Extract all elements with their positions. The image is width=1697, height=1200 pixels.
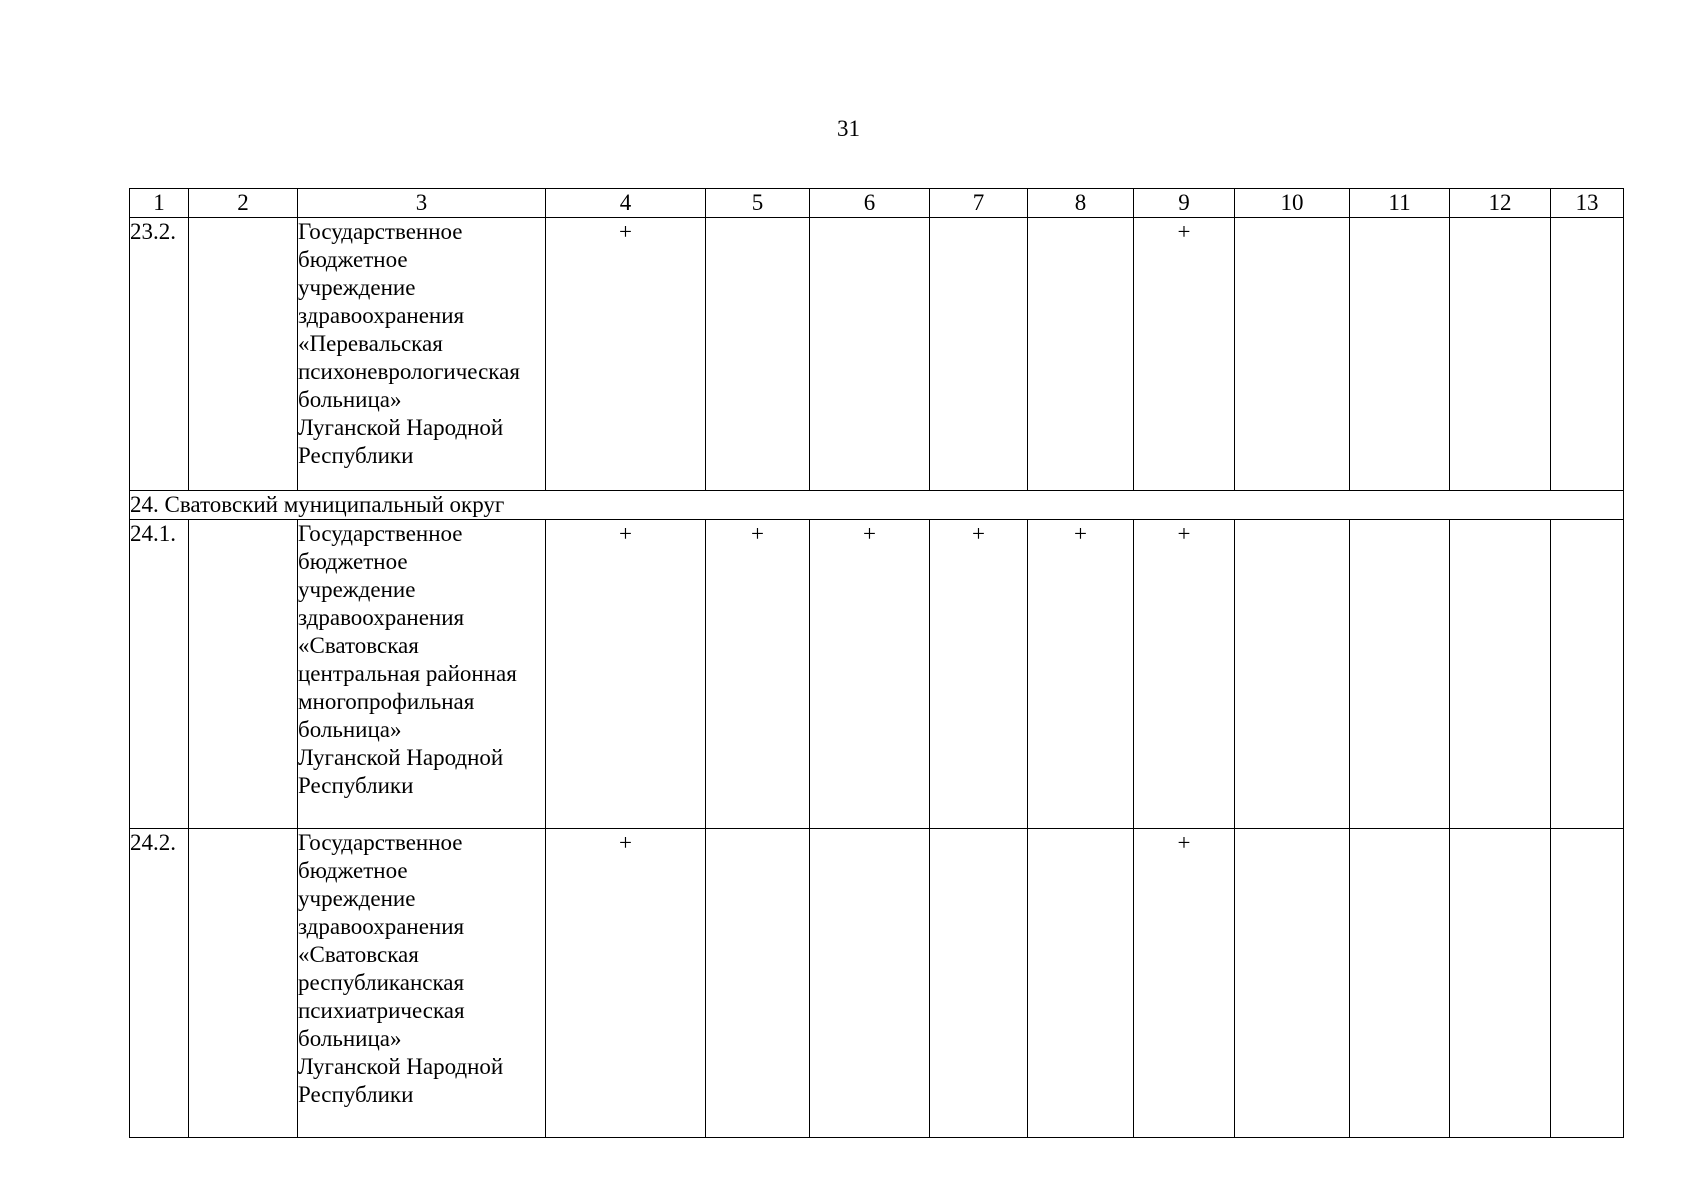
row-number: 23.2. — [130, 218, 189, 491]
row-number: 24.2. — [130, 829, 189, 1138]
mark-cell — [1551, 520, 1624, 829]
mark-cell — [1551, 829, 1624, 1138]
section-title: 24. Сватовский муниципальный округ — [130, 491, 1624, 520]
section-row — [130, 491, 1624, 520]
mark-cell: + — [706, 520, 810, 829]
mark-cell — [1235, 520, 1350, 829]
mark-cell — [706, 218, 810, 491]
column-number: 9 — [1134, 189, 1235, 218]
column-number: 5 — [706, 189, 810, 218]
mark-cell — [1450, 520, 1551, 829]
mark-cell — [1235, 218, 1350, 491]
column-number: 10 — [1235, 189, 1350, 218]
table-row — [130, 218, 1624, 491]
cell — [189, 520, 298, 829]
table-row — [130, 520, 1624, 829]
column-number: 13 — [1551, 189, 1624, 218]
mark-cell — [1028, 829, 1134, 1138]
row-number: 24.1. — [130, 520, 189, 829]
mark-cell — [1235, 829, 1350, 1138]
mark-cell — [1450, 829, 1551, 1138]
column-number: 7 — [930, 189, 1028, 218]
column-number-row — [130, 189, 1624, 218]
mark-cell: + — [546, 829, 706, 1138]
mark-cell: + — [1134, 218, 1235, 491]
institution-name: Государственное бюджетное учреждение здравоохранения «Сватовская центральная районная многопрофильная больница» Луганской Народной Республики — [298, 520, 546, 829]
column-number: 2 — [189, 189, 298, 218]
mark-cell: + — [1134, 829, 1235, 1138]
mark-cell — [810, 829, 930, 1138]
mark-cell — [810, 218, 930, 491]
mark-cell: + — [546, 218, 706, 491]
mark-cell: + — [810, 520, 930, 829]
mark-cell — [930, 829, 1028, 1138]
cell — [189, 218, 298, 491]
column-number: 12 — [1450, 189, 1551, 218]
mark-cell — [706, 829, 810, 1138]
table-row — [130, 829, 1624, 1138]
mark-cell: + — [930, 520, 1028, 829]
institution-name: Государственное бюджетное учреждение здравоохранения «Сватовская республиканская психиатрическая больница» Луганской Народной Республики — [298, 829, 546, 1138]
mark-cell — [1350, 520, 1450, 829]
mark-cell — [930, 218, 1028, 491]
mark-cell — [1350, 829, 1450, 1138]
column-number: 1 — [130, 189, 189, 218]
mark-cell — [1551, 218, 1624, 491]
mark-cell: + — [1134, 520, 1235, 829]
mark-cell — [1350, 218, 1450, 491]
column-number: 8 — [1028, 189, 1134, 218]
mark-cell — [1450, 218, 1551, 491]
column-number: 6 — [810, 189, 930, 218]
mark-cell — [1028, 218, 1134, 491]
column-number: 4 — [546, 189, 706, 218]
institution-name: Государственное бюджетное учреждение здравоохранения «Перевальская психоневрологическая больница» Луганской Народной Республики — [298, 218, 546, 491]
facilities-table — [129, 188, 1624, 1138]
column-number: 3 — [298, 189, 546, 218]
mark-cell: + — [1028, 520, 1134, 829]
cell — [189, 829, 298, 1138]
column-number: 11 — [1350, 189, 1450, 218]
mark-cell: + — [546, 520, 706, 829]
page-number: 31 — [837, 116, 860, 141]
